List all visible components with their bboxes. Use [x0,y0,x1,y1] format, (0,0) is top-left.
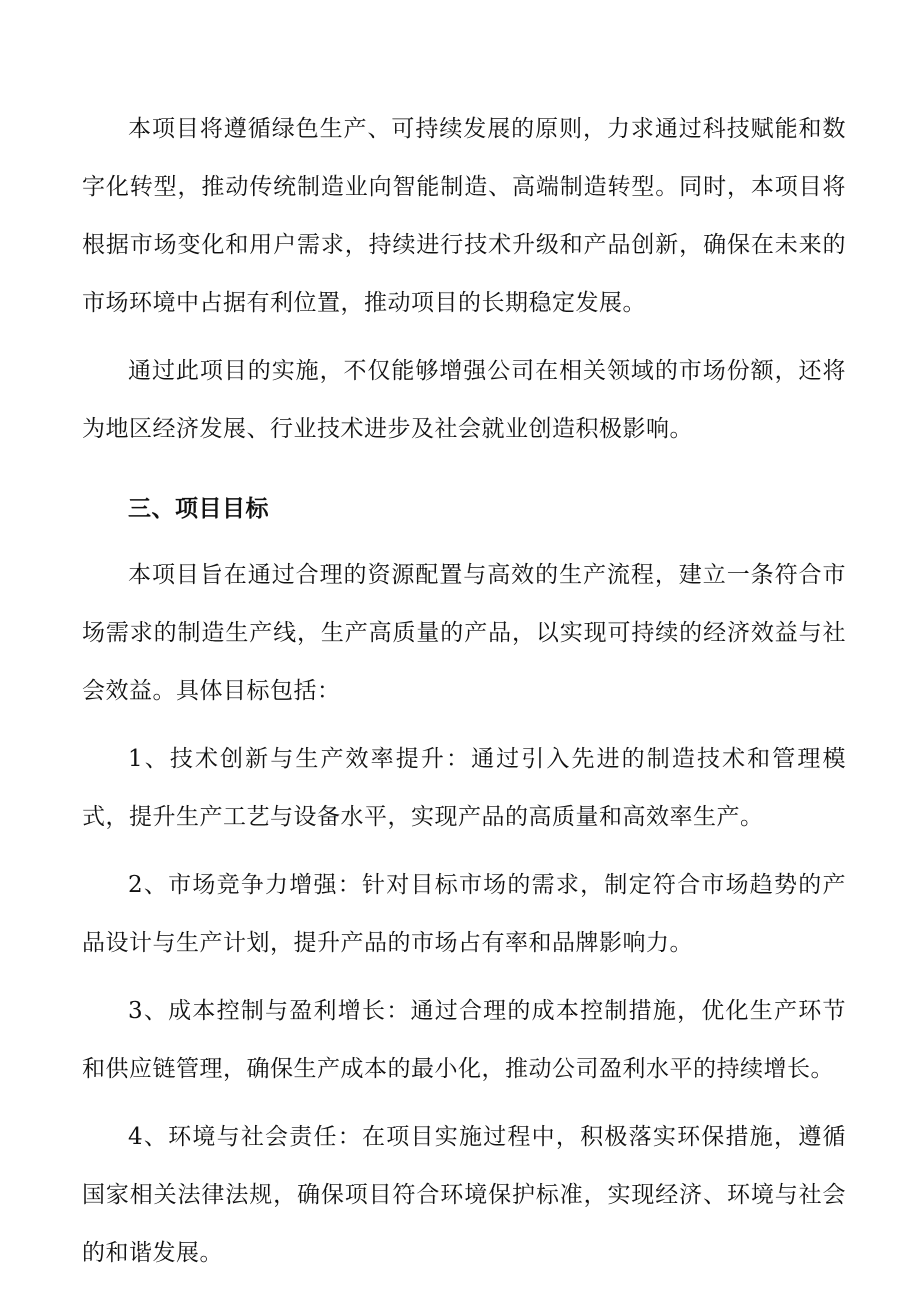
paragraph-goals-intro: 本项目旨在通过合理的资源配置与高效的生产流程，建立一条符合市场需求的制造生产线，生产高质量的产品，以实现可持续的经济效益与社会效益。具体目标包括： [82,562,846,704]
paragraph-green-production: 本项目将遵循绿色生产、可持续发展的原则，力求通过科技赋能和数字化转型，推动传统制造业向智能制造、高端制造转型。同时，本项目将根据市场变化和用户需求，持续进行技术升级和产品创新，确保在未来的市场环境中占据有利位置，推动项目的长期稳定发展。 [82,116,846,316]
goal-item-2: 2、市场竞争力增强：针对目标市场的需求，制定符合市场趋势的产品设计与生产计划，提升产品的市场占有率和品牌影响力。 [82,872,846,956]
goal-item-3: 3、成本控制与盈利增长：通过合理的成本控制措施，优化生产环节和供应链管理，确保生产成本的最小化，推动公司盈利水平的持续增长。 [82,998,846,1082]
paragraph-project-impact: 通过此项目的实施，不仅能够增强公司在相关领域的市场份额，还将为地区经济发展、行业技术进步及社会就业创造积极影响。 [82,358,846,442]
document-body [82,100,846,1282]
section-heading: 三、项目目标 [128,496,269,522]
goal-item-1: 1、技术创新与生产效率提升：通过引入先进的制造技术和管理模式，提升生产工艺与设备水平，实现产品的高质量和高效率生产。 [82,746,846,830]
goal-item-4: 4、环境与社会责任：在项目实施过程中，积极落实环保措施，遵循国家相关法律法规，确保项目符合环境保护标准，实现经济、环境与社会的和谐发展。 [82,1124,846,1266]
